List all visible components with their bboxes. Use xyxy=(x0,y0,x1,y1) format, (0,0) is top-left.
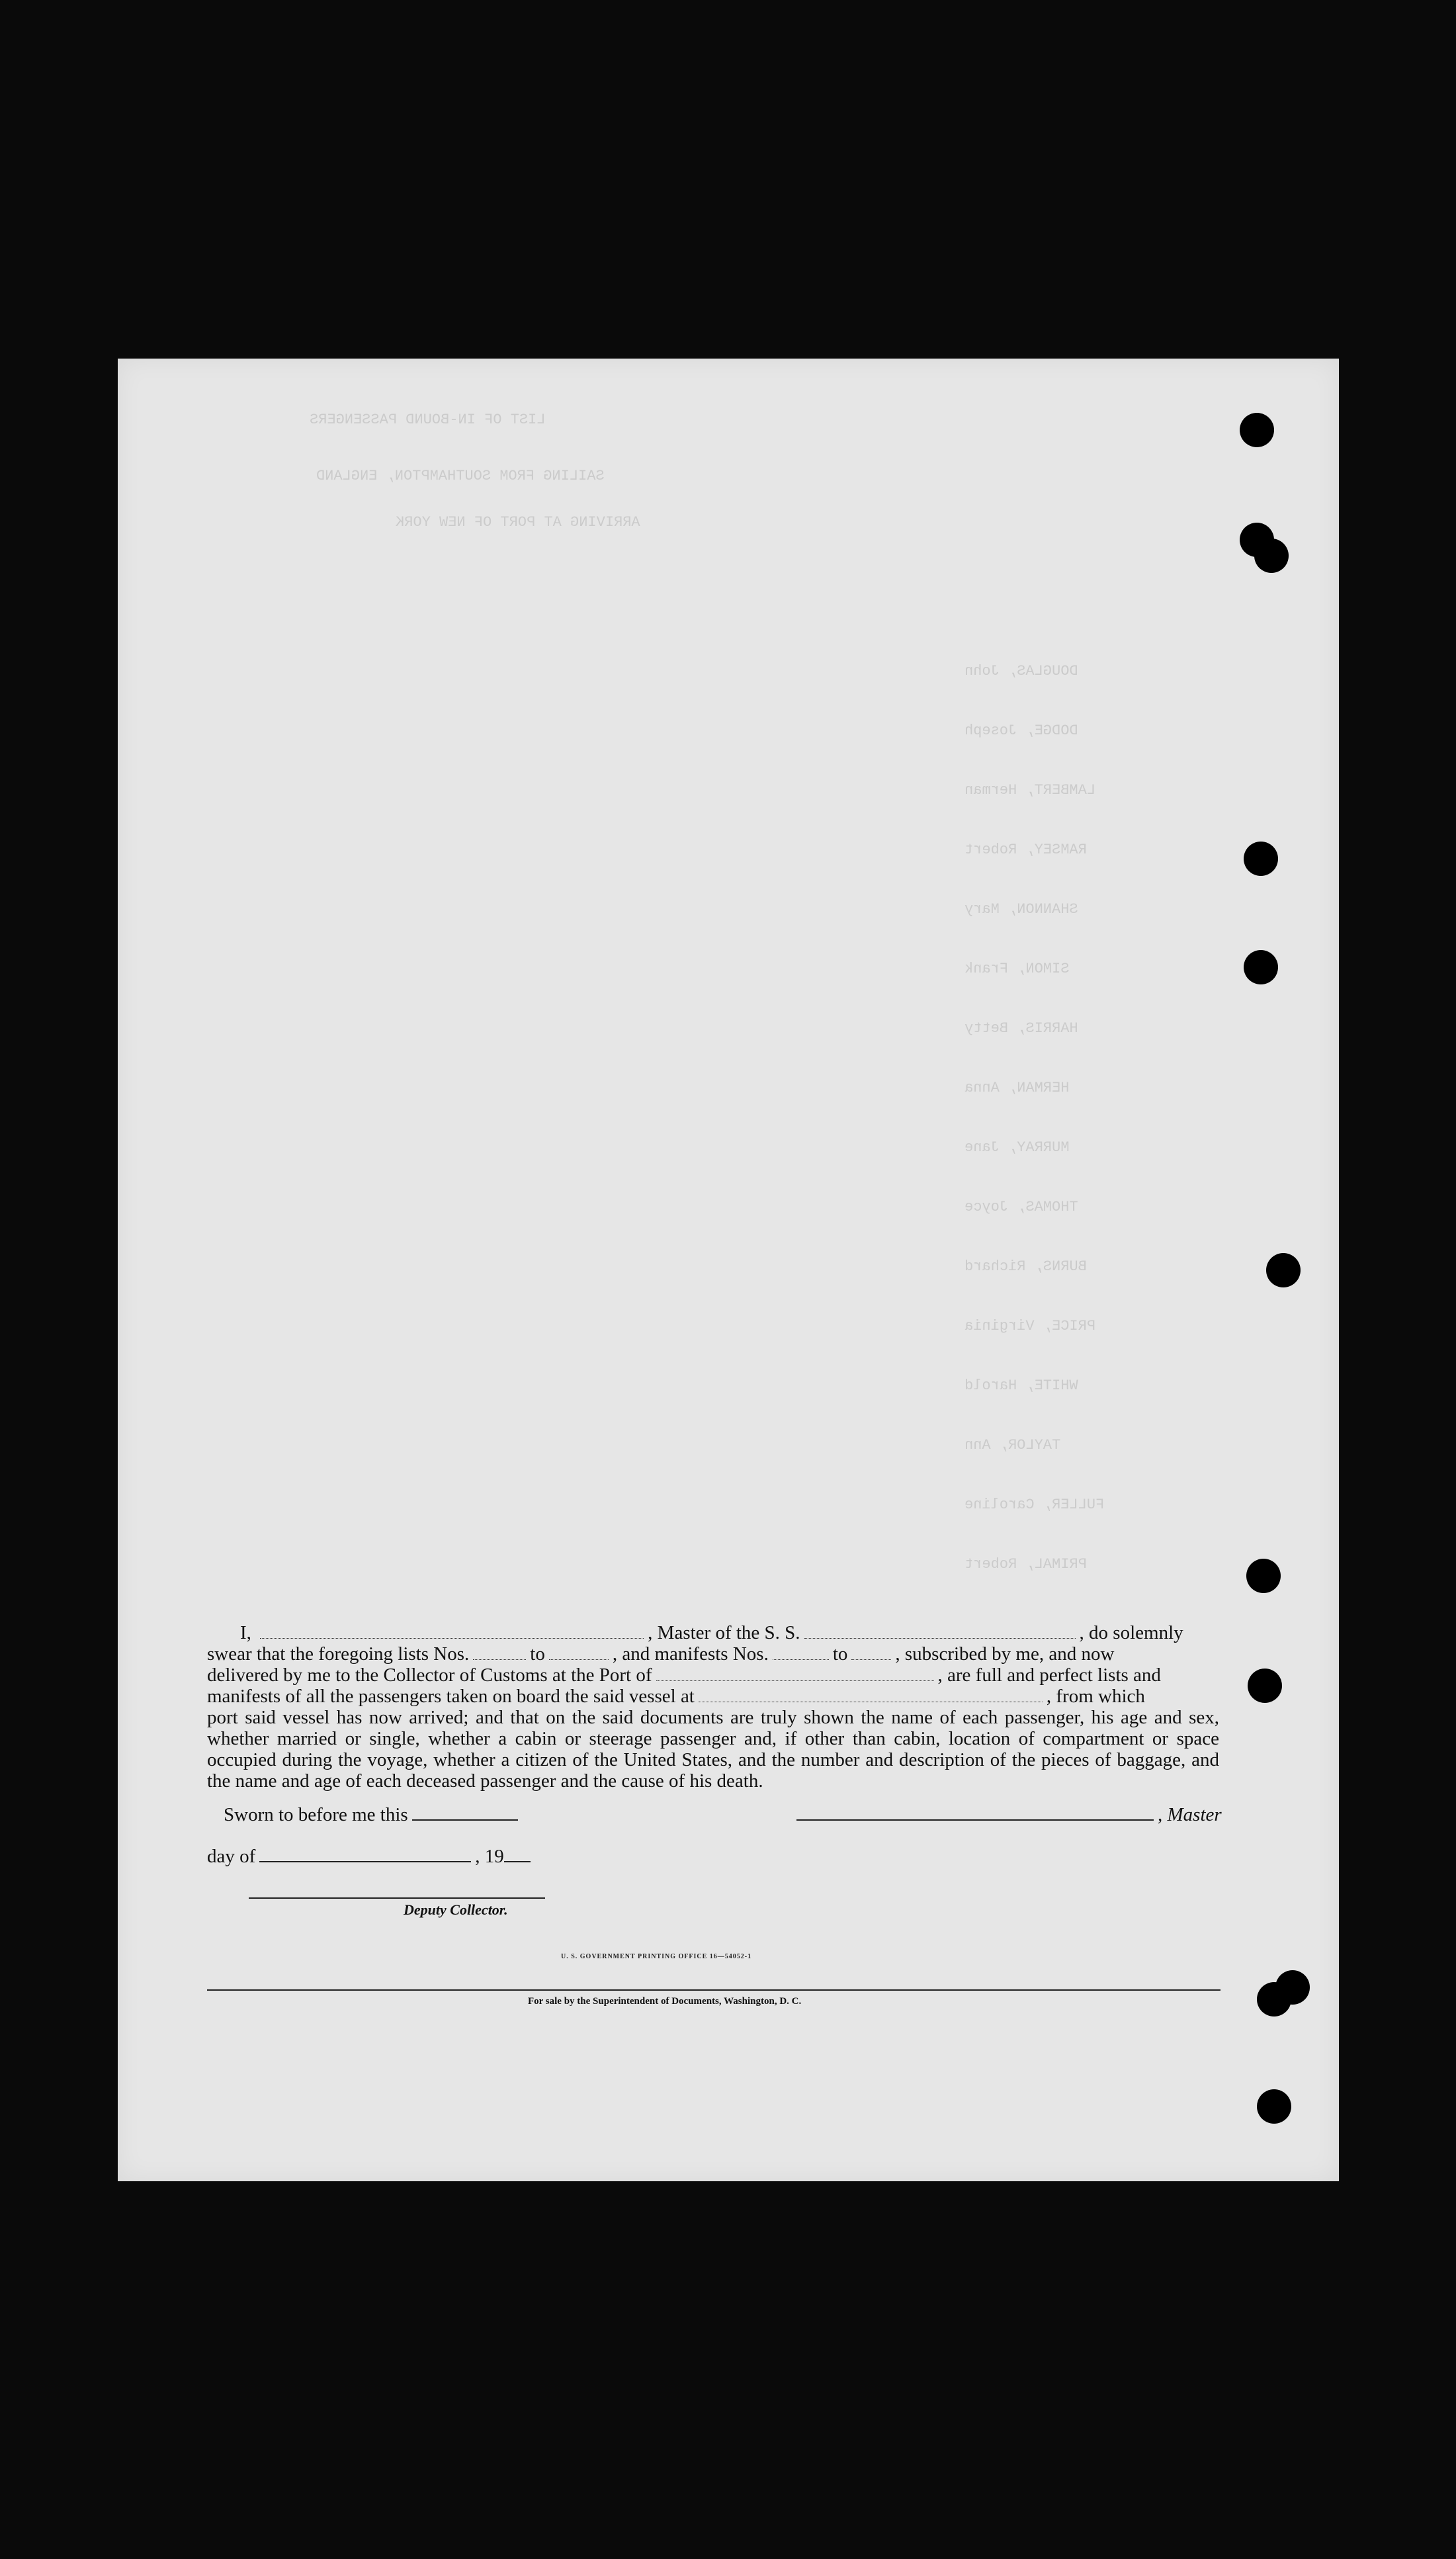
ghost-row: LAMBERT, Herman xyxy=(964,782,1096,799)
oath-paragraph xyxy=(207,1622,1219,1792)
punch-hole xyxy=(1275,1970,1310,2005)
oath-to-2: to xyxy=(832,1643,848,1665)
punch-hole xyxy=(1244,842,1278,876)
ghost-row: PRICE, Virginia xyxy=(964,1318,1096,1334)
ghost-row: DODGE, Joseph xyxy=(964,722,1078,739)
footer-rule xyxy=(207,1989,1220,1991)
year-label: , 19 xyxy=(475,1846,504,1867)
day-of-label: day of xyxy=(207,1846,256,1867)
ghost-row: SHANNON, Mary xyxy=(964,901,1078,918)
ghost-row: SIMON, Frank xyxy=(964,961,1070,977)
sale-notice: For sale by the Superintendent of Documents, Washington, D. C. xyxy=(528,1996,802,2007)
ghost-row: THOMAS, Joyce xyxy=(964,1199,1078,1215)
ghost-header-1: LIST OF IN-BOUND PASSENGERS xyxy=(310,412,546,428)
oath-to-1: to xyxy=(530,1643,545,1665)
deputy-collector-label: Deputy Collector. xyxy=(404,1901,508,1918)
document-page xyxy=(118,359,1339,2181)
master-row xyxy=(792,1804,1222,1826)
oath-delivered: delivered by me to the Collector of Customs at the Port of xyxy=(207,1665,652,1686)
deputy-line xyxy=(249,1897,545,1899)
oath-from-which: , from which xyxy=(1046,1686,1145,1707)
sworn-row xyxy=(224,1804,522,1826)
oath-master-of-ss: , Master of the S. S. xyxy=(648,1622,800,1643)
punch-hole xyxy=(1254,539,1289,573)
ghost-row: MURRAY, Jane xyxy=(964,1139,1070,1156)
oath-and-manifests: , and manifests Nos. xyxy=(612,1643,769,1665)
ghost-row: WHITE, Harold xyxy=(964,1377,1078,1394)
oath-body: port said vessel has now arrived; and that on the said documents are truly shown the name of each passenger, his age and sex, whether married or single, whether a cabin or steerage passenger and, if other than cabin, location of compartment or space occupied during the voyage, whether a citizen of the United States, and the number and description of the pieces of baggage, and the name and age of each deceased passenger and the cause of his death. xyxy=(207,1707,1219,1792)
punch-hole xyxy=(1244,950,1278,984)
ghost-row: HERMAN, Anna xyxy=(964,1080,1070,1096)
punch-hole xyxy=(1257,2089,1291,2124)
ghost-header-3: ARRIVING AT PORT OF NEW YORK xyxy=(396,514,640,531)
sworn-label: Sworn to before me this xyxy=(224,1804,408,1825)
oath-subscribed: , subscribed by me, and now xyxy=(895,1643,1115,1665)
day-row xyxy=(207,1846,535,1868)
ghost-row: HARRIS, Betty xyxy=(964,1020,1078,1037)
ghost-header-2: SAILING FROM SOUTHAMPTON, ENGLAND xyxy=(316,468,605,484)
ghost-row: PRIMAL, Robert xyxy=(964,1556,1087,1573)
punch-hole xyxy=(1248,1669,1282,1703)
ghost-row: RAMSEY, Robert xyxy=(964,842,1087,858)
ghost-row: DOUGLAS, John xyxy=(964,663,1078,679)
punch-hole xyxy=(1266,1253,1301,1287)
punch-hole xyxy=(1240,413,1274,447)
oath-swear: swear that the foregoing lists Nos. xyxy=(207,1643,470,1665)
oath-do-solemnly: , do solemnly xyxy=(1079,1622,1183,1643)
ghost-row: BURNS, Richard xyxy=(964,1258,1087,1275)
oath-manifests: manifests of all the passengers taken on board the said vessel at xyxy=(207,1686,695,1707)
oath-i: I, xyxy=(240,1622,251,1643)
punch-hole xyxy=(1246,1559,1281,1593)
ghost-row: FULLER, Caroline xyxy=(964,1496,1105,1513)
gpo-imprint: U. S. GOVERNMENT PRINTING OFFICE 16—54052-1 xyxy=(561,1953,752,1960)
ghost-row: TAYLOR, Ann xyxy=(964,1437,1061,1453)
master-label: , Master xyxy=(1158,1804,1222,1825)
oath-are-full: , are full and perfect lists and xyxy=(937,1665,1161,1686)
